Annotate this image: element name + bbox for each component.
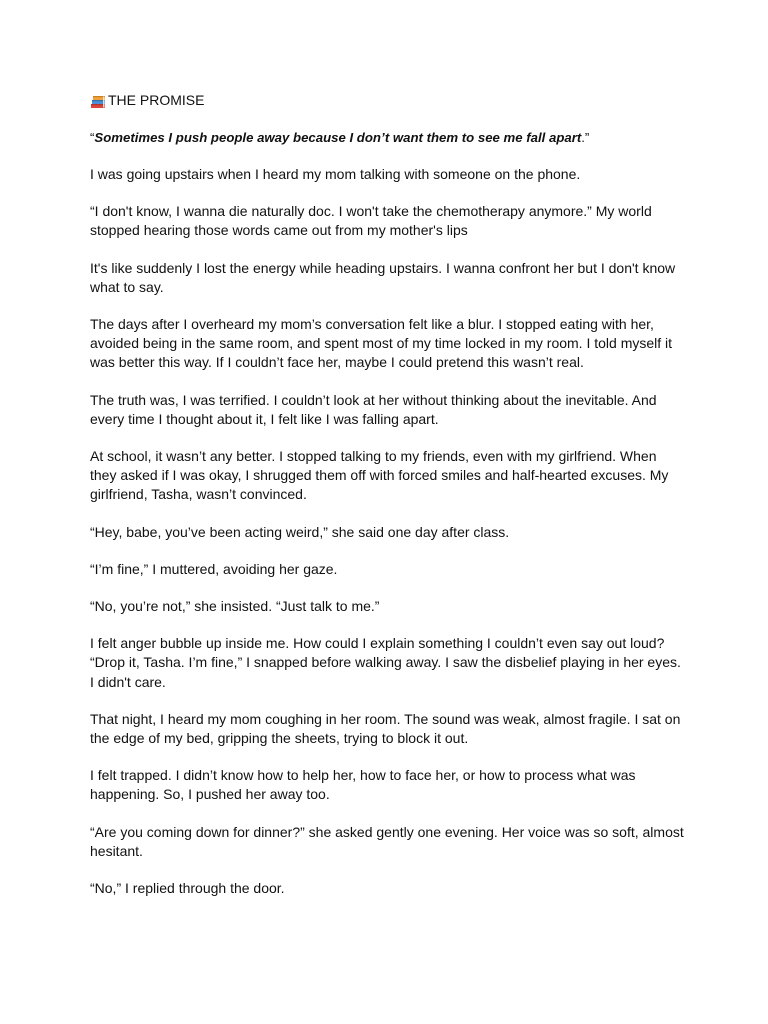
paragraph-line: “I’m fine,” I muttered, avoiding her gaze. [90, 560, 338, 577]
paragraph-line: avoided being in the same room, and spent most of my time locked in my room. I told myself it [90, 335, 673, 352]
paragraph-line: hesitant. [90, 842, 143, 859]
story-paragraph [90, 523, 690, 542]
story-paragraph [90, 823, 690, 861]
paragraph-line: The truth was, I was terrified. I couldn’t look at her without thinking about the inevitable. And [90, 391, 657, 408]
paragraph-line: I didn't care. [90, 673, 166, 690]
paragraph-line: “Are you coming down for dinner?” she asked gently one evening. Her voice was so soft, almost [90, 823, 684, 840]
story-paragraph [90, 202, 690, 240]
paragraph-line: “I don't know, I wanna die naturally doc. I won't take the chemotherapy anymore.” My world [90, 203, 652, 220]
story-paragraph [90, 560, 690, 579]
paragraph-line: happening. So, I pushed her away too. [90, 786, 330, 803]
quote-text: Sometimes I push people away because I don’t want them to see me fall apart [94, 130, 582, 145]
paragraph-line: “Drop it, Tasha. I’m fine,” I snapped before walking away. I saw the disbelief playing in her eyes. [90, 654, 681, 671]
story-paragraph [90, 597, 690, 616]
paragraph-line: It's like suddenly I lost the energy while heading upstairs. I wanna confront her but I don't know [90, 259, 676, 276]
story-paragraph [90, 879, 690, 898]
paragraph-line: I was going upstairs when I heard my mom talking with someone on the phone. [90, 166, 581, 182]
paragraph-line: was better this way. If I couldn’t face her, maybe I could pretend this wasn’t real. [90, 354, 584, 371]
story-paragraph [90, 259, 690, 297]
document-page [90, 91, 690, 916]
paragraph-line: The days after I overheard my mom’s conversation felt like a blur. I stopped eating with her, [90, 316, 654, 333]
story-paragraph [90, 391, 690, 429]
story-paragraph [90, 634, 690, 692]
paragraph-line: “No, you’re not,” she insisted. “Just talk to me.” [90, 598, 380, 615]
paragraph-line: “Hey, babe, you’ve been acting weird,” she said one day after class. [90, 523, 510, 540]
paragraph-line: “No,” I replied through the door. [90, 880, 285, 897]
story-body [90, 165, 690, 898]
paragraph-line: girlfriend, Tasha, wasn’t convinced. [90, 486, 307, 503]
paragraph-line: That night, I heard my mom coughing in her room. The sound was weak, almost fragile. I sat on [90, 710, 681, 727]
epigraph-quote [90, 128, 690, 147]
books-icon [90, 93, 107, 109]
story-paragraph [90, 315, 690, 373]
paragraph-line: every time I thought about it, I felt like I was falling apart. [90, 410, 439, 427]
story-paragraph [90, 766, 690, 804]
story-paragraph [90, 165, 690, 184]
paragraph-line: At school, it wasn’t any better. I stopped talking to my friends, even with my girlfriend. When [90, 448, 657, 465]
document-title: THE PROMISE [108, 92, 205, 108]
story-paragraph [90, 447, 690, 505]
paragraph-line: what to say. [90, 278, 164, 295]
quote-open-mark: “ [90, 130, 95, 145]
quote-close-mark: .” [581, 130, 590, 145]
paragraph-line: I felt trapped. I didn’t know how to help her, how to face her, or how to process what was [90, 767, 636, 784]
paragraph-line: they asked if I was okay, I shrugged them off with forced smiles and half-hearted excuses. My [90, 467, 669, 484]
paragraph-line: stopped hearing those words came out from my mother's lips [90, 222, 468, 239]
document-title-line [90, 91, 690, 110]
story-paragraph [90, 710, 690, 748]
paragraph-line: the edge of my bed, gripping the sheets, trying to block it out. [90, 730, 469, 747]
paragraph-line: I felt anger bubble up inside me. How could I explain something I couldn’t even say out loud? [90, 635, 665, 652]
